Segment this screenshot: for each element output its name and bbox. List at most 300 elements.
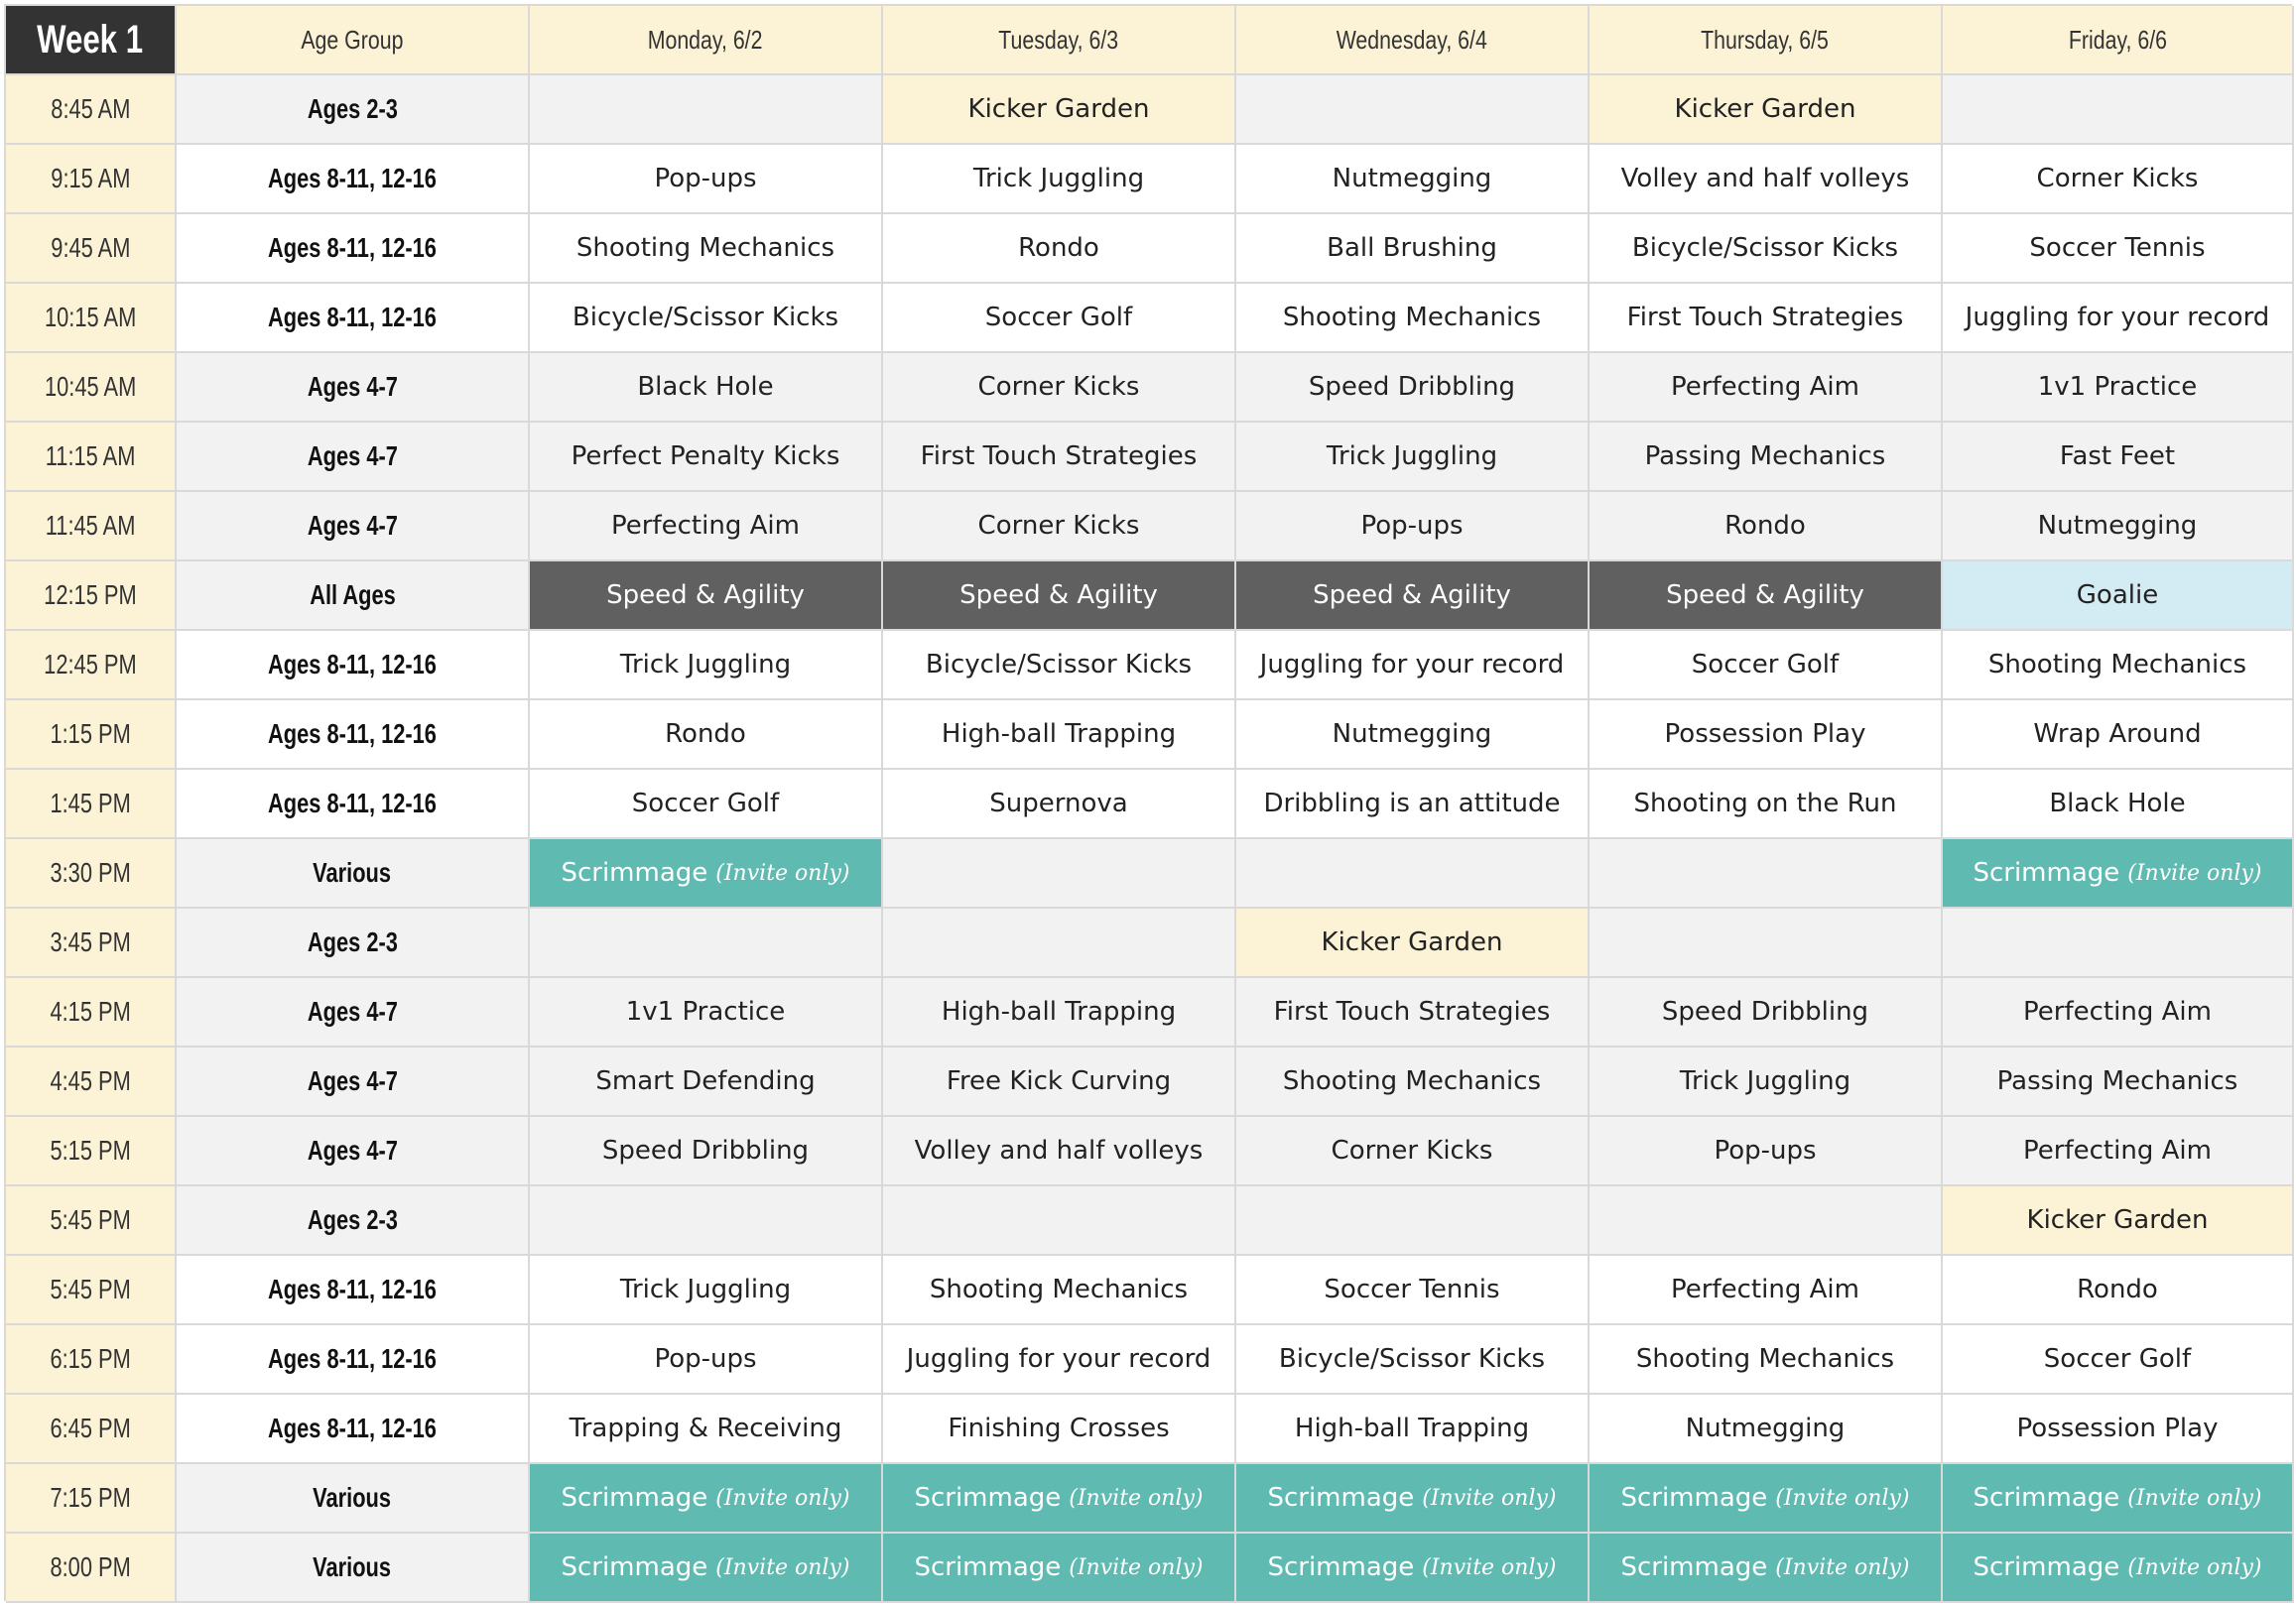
activity-cell: [1943, 145, 2294, 214]
activity-name: Shooting Mechanics: [1987, 650, 2247, 679]
time-slot: [6, 770, 177, 839]
activity-cell: [883, 1117, 1236, 1186]
activity-cell: [883, 284, 1236, 353]
age-group-text: Ages 2-3: [307, 93, 398, 124]
activity-name: Scrimmage: [1620, 1483, 1768, 1513]
activity-cell: [1590, 1325, 1943, 1395]
time-slot: [6, 909, 177, 978]
time-slot: [6, 214, 177, 284]
activity-cell: [530, 1048, 883, 1117]
invite-only-note: (Invite only): [715, 1554, 850, 1580]
activity-name: Speed & Agility: [959, 580, 1158, 610]
activity-cell: [530, 909, 883, 978]
header-friday: [1943, 6, 2294, 75]
activity-cell: [883, 353, 1236, 423]
activity-cell: [1590, 214, 1943, 284]
activity-name: Speed Dribbling: [1661, 997, 1869, 1027]
invite-only-note: (Invite only): [2127, 1554, 2262, 1580]
activity-cell: [1236, 214, 1590, 284]
activity-cell: [883, 1048, 1236, 1117]
activity-cell: [883, 631, 1236, 700]
activity-cell: [1590, 1395, 1943, 1464]
activity-name: Pop-ups: [1360, 511, 1464, 541]
activity-name: Scrimmage: [561, 858, 708, 888]
time-slot: [6, 1395, 177, 1464]
age-group-text: Various: [313, 857, 392, 888]
activity-cell: [883, 770, 1236, 839]
activity-cell: [883, 145, 1236, 214]
activity-cell: [1943, 1395, 2294, 1464]
activity-cell: [1943, 631, 2294, 700]
activity-cell: [1236, 631, 1590, 700]
time-slot: [6, 145, 177, 214]
activity-cell: [883, 1256, 1236, 1325]
activity-name: Possession Play: [2016, 1414, 2219, 1443]
age-group-cell: [177, 978, 530, 1048]
activity-name: Trick Juggling: [619, 650, 792, 679]
activity-cell: [1590, 1117, 1943, 1186]
activity-name: Wrap Around: [2033, 719, 2202, 749]
header-monday-text: Monday, 6/2: [648, 24, 763, 55]
activity-cell: [530, 1325, 883, 1395]
activity-cell: [530, 631, 883, 700]
activity-name: High-ball Trapping: [941, 997, 1177, 1027]
activity-name: Corner Kicks: [977, 511, 1140, 541]
time-slot-text: 6:45 PM: [50, 1413, 131, 1443]
activity-cell: [1236, 284, 1590, 353]
activity-name: Soccer Tennis: [2029, 233, 2206, 263]
activity-cell: [530, 1464, 883, 1534]
activity-cell: [530, 284, 883, 353]
time-slot: [6, 1186, 177, 1256]
activity-cell: [1943, 1048, 2294, 1117]
activity-name: Kicker Garden: [967, 94, 1150, 124]
activity-cell: [1236, 561, 1590, 631]
activity-cell: [530, 214, 883, 284]
activity-name: Trapping & Receiving: [569, 1414, 842, 1443]
activity-cell: [530, 978, 883, 1048]
time-slot-text: 4:15 PM: [50, 996, 131, 1027]
activity-cell: [1590, 770, 1943, 839]
invite-only-note: (Invite only): [1422, 1485, 1557, 1511]
activity-name: Volley and half volleys: [914, 1136, 1204, 1166]
activity-cell: [1943, 839, 2294, 909]
activity-name: First Touch Strategies: [920, 441, 1198, 471]
age-group-cell: [177, 1186, 530, 1256]
activity-name: Perfecting Aim: [2023, 1136, 2212, 1166]
activity-cell: [530, 353, 883, 423]
time-slot-text: 11:15 AM: [45, 440, 136, 471]
activity-cell: [1590, 1464, 1943, 1534]
age-group-text: All Ages: [309, 579, 396, 610]
invite-only-note: (Invite only): [1422, 1554, 1557, 1580]
activity-cell: [1943, 700, 2294, 770]
activity-name: Rondo: [1018, 233, 1099, 263]
invite-only-note: (Invite only): [2127, 860, 2262, 886]
activity-cell: [1236, 1534, 1590, 1603]
week-label-text: Week 1: [37, 17, 144, 62]
invite-only-note: (Invite only): [715, 860, 850, 886]
activity-name: First Touch Strategies: [1626, 303, 1904, 332]
time-slot-text: 7:15 PM: [50, 1482, 131, 1513]
age-group-cell: [177, 1395, 530, 1464]
activity-cell: [1943, 1117, 2294, 1186]
activity-cell: [1236, 978, 1590, 1048]
age-group-text: Ages 4-7: [307, 440, 398, 471]
activity-name: Soccer Golf: [631, 789, 780, 818]
age-group-cell: [177, 1325, 530, 1395]
age-group-text: Ages 2-3: [307, 926, 398, 957]
activity-cell: [883, 700, 1236, 770]
activity-cell: [530, 423, 883, 492]
activity-cell: [883, 423, 1236, 492]
activity-name: Kicker Garden: [2026, 1205, 2209, 1235]
activity-cell: [883, 75, 1236, 145]
activity-name: Scrimmage: [1267, 1483, 1415, 1513]
activity-name: Corner Kicks: [2036, 164, 2199, 193]
activity-cell: [1943, 561, 2294, 631]
activity-cell: [1236, 839, 1590, 909]
time-slot-text: 8:45 AM: [50, 93, 131, 124]
activity-name: Passing Mechanics: [1996, 1066, 2238, 1096]
activity-name: Scrimmage: [1973, 1483, 2120, 1513]
invite-only-note: (Invite only): [1069, 1485, 1204, 1511]
invite-only-note: (Invite only): [1069, 1554, 1204, 1580]
header-tuesday: [883, 6, 1236, 75]
age-group-text: Ages 4-7: [307, 1135, 398, 1166]
activity-cell: [1943, 492, 2294, 561]
activity-cell: [1590, 353, 1943, 423]
age-group-text: Ages 8-11, 12-16: [268, 163, 437, 193]
invite-only-note: (Invite only): [1775, 1554, 1910, 1580]
activity-cell: [883, 1464, 1236, 1534]
time-slot: [6, 75, 177, 145]
activity-cell: [883, 1186, 1236, 1256]
time-slot-text: 3:30 PM: [50, 857, 131, 888]
activity-cell: [530, 1256, 883, 1325]
age-group-cell: [177, 145, 530, 214]
age-group-cell: [177, 214, 530, 284]
activity-name: Perfecting Aim: [2023, 997, 2212, 1027]
activity-cell: [1590, 492, 1943, 561]
activity-name: Scrimmage: [561, 1483, 708, 1513]
activity-name: Scrimmage: [914, 1552, 1062, 1582]
time-slot-text: 5:15 PM: [50, 1135, 131, 1166]
activity-name: Pop-ups: [654, 1344, 757, 1374]
invite-only-note: (Invite only): [2127, 1485, 2262, 1511]
time-slot-text: 6:15 PM: [50, 1343, 131, 1374]
activity-name: Black Hole: [2049, 789, 2186, 818]
activity-name: Rondo: [1724, 511, 1806, 541]
time-slot: [6, 631, 177, 700]
activity-cell: [1590, 978, 1943, 1048]
activity-cell: [1943, 909, 2294, 978]
age-group-cell: [177, 839, 530, 909]
header-monday: [530, 6, 883, 75]
age-group-cell: [177, 353, 530, 423]
activity-name: Shooting Mechanics: [575, 233, 835, 263]
time-slot-text: 1:45 PM: [50, 788, 131, 818]
age-group-text: Ages 4-7: [307, 996, 398, 1027]
activity-name: Shooting Mechanics: [1282, 1066, 1542, 1096]
time-slot-text: 12:45 PM: [44, 649, 137, 679]
activity-cell: [530, 770, 883, 839]
activity-name: Scrimmage: [1973, 858, 2120, 888]
activity-cell: [1236, 770, 1590, 839]
activity-name: 1v1 Practice: [625, 997, 786, 1027]
activity-name: Black Hole: [637, 372, 774, 402]
activity-cell: [1943, 214, 2294, 284]
activity-cell: [1943, 353, 2294, 423]
activity-name: High-ball Trapping: [941, 719, 1177, 749]
activity-cell: [883, 561, 1236, 631]
time-slot-text: 4:45 PM: [50, 1065, 131, 1096]
time-slot: [6, 839, 177, 909]
activity-name: Soccer Golf: [984, 303, 1133, 332]
activity-name: High-ball Trapping: [1294, 1414, 1530, 1443]
age-group-text: Ages 8-11, 12-16: [268, 1413, 437, 1443]
age-group-cell: [177, 770, 530, 839]
activity-cell: [1236, 492, 1590, 561]
activity-name: First Touch Strategies: [1273, 997, 1551, 1027]
activity-name: Passing Mechanics: [1644, 441, 1886, 471]
activity-name: Scrimmage: [914, 1483, 1062, 1513]
activity-name: Goalie: [2076, 580, 2159, 610]
activity-name: Kicker Garden: [1674, 94, 1856, 124]
header-friday-text: Friday, 6/6: [2068, 24, 2167, 55]
activity-name: Speed Dribbling: [1308, 372, 1516, 402]
activity-cell: [1943, 1186, 2294, 1256]
activity-cell: [1943, 770, 2294, 839]
age-group-text: Various: [313, 1551, 392, 1582]
time-slot-text: 10:45 AM: [44, 371, 137, 402]
activity-cell: [883, 492, 1236, 561]
activity-cell: [1236, 1395, 1590, 1464]
time-slot: [6, 284, 177, 353]
age-group-text: Ages 8-11, 12-16: [268, 788, 437, 818]
activity-name: Speed & Agility: [1313, 580, 1511, 610]
time-slot: [6, 1256, 177, 1325]
time-slot-text: 8:00 PM: [50, 1551, 131, 1582]
activity-cell: [530, 75, 883, 145]
age-group-text: Ages 8-11, 12-16: [268, 649, 437, 679]
activity-name: Shooting Mechanics: [1635, 1344, 1895, 1374]
time-slot: [6, 1534, 177, 1603]
activity-cell: [1590, 1186, 1943, 1256]
activity-name: Pop-ups: [654, 164, 757, 193]
header-wednesday: [1236, 6, 1590, 75]
activity-name: 1v1 Practice: [2037, 372, 2198, 402]
activity-name: Pop-ups: [1714, 1136, 1817, 1166]
activity-cell: [1236, 700, 1590, 770]
activity-name: Rondo: [665, 719, 746, 749]
activity-cell: [1590, 561, 1943, 631]
activity-name: Trick Juggling: [619, 1275, 792, 1304]
time-slot-text: 1:15 PM: [50, 718, 131, 749]
age-group-cell: [177, 700, 530, 770]
activity-name: Scrimmage: [1973, 1552, 2120, 1582]
activity-cell: [1236, 909, 1590, 978]
activity-cell: [1943, 75, 2294, 145]
header-age-group: [177, 6, 530, 75]
header-thursday-text: Thursday, 6/5: [1701, 24, 1830, 55]
activity-cell: [1590, 423, 1943, 492]
activity-name: Scrimmage: [561, 1552, 708, 1582]
activity-cell: [1943, 1534, 2294, 1603]
activity-cell: [1590, 284, 1943, 353]
activity-cell: [1590, 145, 1943, 214]
activity-cell: [1590, 1048, 1943, 1117]
activity-name: Perfecting Aim: [1671, 1275, 1859, 1304]
time-slot: [6, 423, 177, 492]
activity-cell: [1590, 631, 1943, 700]
activity-cell: [1236, 423, 1590, 492]
activity-name: Bicycle/Scissor Kicks: [572, 303, 839, 332]
activity-name: Corner Kicks: [977, 372, 1140, 402]
time-slot: [6, 353, 177, 423]
time-slot-text: 9:15 AM: [50, 163, 131, 193]
time-slot-text: 5:45 PM: [50, 1274, 131, 1304]
activity-name: Nutmegging: [1332, 164, 1492, 193]
activity-name: Soccer Golf: [1691, 650, 1840, 679]
activity-name: Supernova: [989, 789, 1128, 818]
activity-name: Corner Kicks: [1331, 1136, 1493, 1166]
activity-name: Smart Defending: [595, 1066, 816, 1096]
activity-name: Nutmegging: [1332, 719, 1492, 749]
activity-cell: [530, 1534, 883, 1603]
activity-cell: [1236, 1048, 1590, 1117]
activity-cell: [1943, 423, 2294, 492]
time-slot: [6, 700, 177, 770]
activity-name: Perfecting Aim: [1671, 372, 1859, 402]
activity-name: Scrimmage: [1620, 1552, 1768, 1582]
activity-name: Soccer Golf: [2043, 1344, 2192, 1374]
activity-cell: [1236, 1256, 1590, 1325]
activity-cell: [1236, 1186, 1590, 1256]
activity-name: Finishing Crosses: [948, 1414, 1170, 1443]
activity-cell: [530, 145, 883, 214]
activity-cell: [1943, 1464, 2294, 1534]
activity-cell: [883, 214, 1236, 284]
activity-cell: [1590, 839, 1943, 909]
activity-name: Trick Juggling: [1326, 441, 1498, 471]
header-wednesday-text: Wednesday, 6/4: [1336, 24, 1488, 55]
activity-name: Speed & Agility: [1666, 580, 1864, 610]
activity-name: Nutmegging: [2037, 511, 2198, 541]
activity-cell: [1236, 145, 1590, 214]
time-slot: [6, 978, 177, 1048]
activity-cell: [530, 1395, 883, 1464]
time-slot: [6, 1117, 177, 1186]
activity-name: Juggling for your record: [906, 1344, 1212, 1374]
age-group-text: Ages 8-11, 12-16: [268, 718, 437, 749]
activity-cell: [1236, 1117, 1590, 1186]
invite-only-note: (Invite only): [715, 1485, 850, 1511]
age-group-cell: [177, 75, 530, 145]
activity-cell: [883, 1395, 1236, 1464]
time-slot: [6, 1464, 177, 1534]
activity-cell: [1943, 284, 2294, 353]
activity-cell: [883, 1325, 1236, 1395]
activity-cell: [1943, 1325, 2294, 1395]
time-slot: [6, 1048, 177, 1117]
activity-name: Perfecting Aim: [611, 511, 800, 541]
age-group-cell: [177, 1534, 530, 1603]
activity-name: Rondo: [2077, 1275, 2158, 1304]
age-group-cell: [177, 1117, 530, 1186]
activity-name: Shooting Mechanics: [1282, 303, 1542, 332]
time-slot-text: 9:45 AM: [50, 232, 131, 263]
activity-name: Soccer Tennis: [1324, 1275, 1500, 1304]
schedule-table: [4, 4, 2292, 1601]
activity-cell: [1590, 1256, 1943, 1325]
activity-cell: [530, 1117, 883, 1186]
activity-name: Bicycle/Scissor Kicks: [1278, 1344, 1546, 1374]
activity-name: Speed & Agility: [606, 580, 805, 610]
activity-name: Juggling for your record: [1259, 650, 1565, 679]
activity-name: Perfect Penalty Kicks: [571, 441, 840, 471]
activity-cell: [1943, 1256, 2294, 1325]
age-group-text: Ages 8-11, 12-16: [268, 302, 437, 332]
activity-cell: [883, 978, 1236, 1048]
activity-cell: [1590, 75, 1943, 145]
activity-name: Dribbling is an attitude: [1263, 789, 1561, 818]
header-age-group-text: Age Group: [301, 24, 404, 55]
activity-cell: [883, 909, 1236, 978]
age-group-text: Ages 2-3: [307, 1204, 398, 1235]
time-slot: [6, 492, 177, 561]
activity-cell: [1590, 700, 1943, 770]
age-group-text: Ages 8-11, 12-16: [268, 1343, 437, 1374]
age-group-cell: [177, 561, 530, 631]
week-label: [6, 6, 177, 75]
header-thursday: [1590, 6, 1943, 75]
activity-cell: [530, 1186, 883, 1256]
age-group-text: Ages 8-11, 12-16: [268, 1274, 437, 1304]
age-group-cell: [177, 1256, 530, 1325]
activity-cell: [1943, 978, 2294, 1048]
age-group-text: Ages 4-7: [307, 510, 398, 541]
time-slot: [6, 561, 177, 631]
header-tuesday-text: Tuesday, 6/3: [998, 24, 1119, 55]
age-group-cell: [177, 1464, 530, 1534]
activity-cell: [530, 700, 883, 770]
time-slot-text: 5:45 PM: [50, 1204, 131, 1235]
activity-name: Nutmegging: [1685, 1414, 1846, 1443]
activity-name: Possession Play: [1664, 719, 1866, 749]
time-slot: [6, 1325, 177, 1395]
age-group-cell: [177, 631, 530, 700]
age-group-cell: [177, 492, 530, 561]
activity-name: Trick Juggling: [972, 164, 1145, 193]
activity-name: Scrimmage: [1267, 1552, 1415, 1582]
activity-cell: [1236, 1464, 1590, 1534]
age-group-cell: [177, 284, 530, 353]
activity-name: Trick Juggling: [1679, 1066, 1851, 1096]
activity-cell: [1236, 353, 1590, 423]
invite-only-note: (Invite only): [1775, 1485, 1910, 1511]
activity-cell: [530, 839, 883, 909]
activity-name: Free Kick Curving: [946, 1066, 1172, 1096]
activity-name: Shooting Mechanics: [929, 1275, 1189, 1304]
activity-cell: [1236, 75, 1590, 145]
time-slot-text: 12:15 PM: [44, 579, 137, 610]
activity-cell: [1236, 1325, 1590, 1395]
activity-name: Bicycle/Scissor Kicks: [1631, 233, 1899, 263]
age-group-text: Various: [313, 1482, 392, 1513]
age-group-cell: [177, 909, 530, 978]
age-group-cell: [177, 423, 530, 492]
